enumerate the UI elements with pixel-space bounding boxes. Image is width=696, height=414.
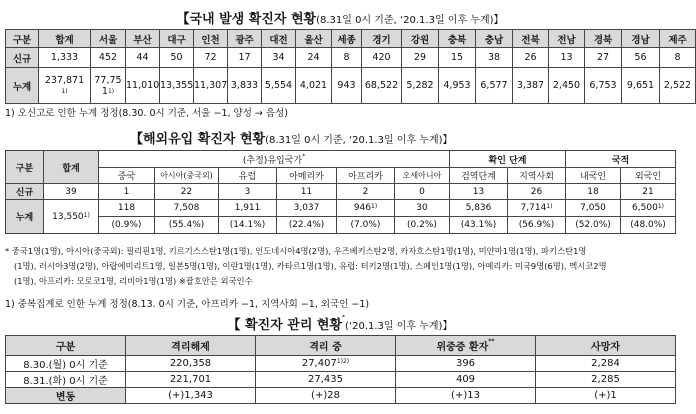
cell: 8	[332, 48, 362, 68]
cell	[337, 200, 395, 217]
cell-pct: (43.1%)	[450, 217, 508, 234]
cell: 11,010	[126, 68, 160, 104]
overseas-sub-header-row	[6, 168, 676, 184]
management-row	[6, 372, 676, 388]
cell-seoul-total	[91, 68, 126, 104]
cell	[566, 200, 621, 217]
cell: 2	[337, 184, 395, 200]
management-title-main: 【 확진자 관리 현황	[227, 318, 343, 333]
value: 3,037	[293, 203, 320, 213]
domestic-table	[5, 29, 696, 104]
cell: 13	[549, 48, 585, 68]
domestic-header: 구분	[6, 30, 39, 48]
sub-header: 지역사회	[508, 168, 566, 184]
domestic-header: 전남	[549, 30, 585, 48]
cell: 17	[228, 48, 262, 68]
overseas-table	[5, 150, 676, 234]
cell: (+)28	[256, 388, 396, 404]
cell: 2,285	[536, 372, 676, 388]
cell: 22	[155, 184, 219, 200]
cell-total-sum	[39, 68, 91, 104]
overseas-total-row	[6, 200, 676, 217]
cell: 5,282	[402, 68, 439, 104]
cell: 452	[91, 48, 126, 68]
domestic-header: 경북	[585, 30, 622, 48]
management-header	[396, 336, 536, 356]
cell: 6,577	[476, 68, 513, 104]
overseas-header-label: 구분	[6, 151, 44, 184]
origin-note-line: (1명), 러시아3명(2명), 아랍에미리트1명, 일본5명(1명), 이란1명(1명), 카타르1명(1명), 유럽: 터키2명(1명), 스페인1명(1명), 아메리카: 미국9명(6명), 멕시코2명	[14, 261, 607, 271]
value: 7,508	[173, 203, 200, 213]
cell: 0	[395, 184, 450, 200]
domestic-header: 충북	[439, 30, 476, 48]
cell: 8	[660, 48, 696, 68]
management-header: 사망자	[536, 336, 676, 356]
row-label: 신규	[6, 48, 39, 68]
cell: 409	[396, 372, 536, 388]
cell: 3,387	[513, 68, 549, 104]
domestic-header-row	[6, 30, 696, 48]
value-note: 1)	[546, 203, 553, 210]
cell: 27	[585, 48, 622, 68]
sub-header: 아시아(중국외)	[155, 168, 219, 184]
value: 30	[416, 203, 428, 213]
domestic-header: 대전	[262, 30, 296, 48]
cell: 11,307	[194, 68, 228, 104]
cell-pct: (0.9%)	[99, 217, 155, 234]
overseas-pct-row	[6, 217, 676, 234]
cell-pct: (0.2%)	[395, 217, 450, 234]
domestic-header: 인천	[194, 30, 228, 48]
cell: 26	[508, 184, 566, 200]
sub-header: 아메리카	[277, 168, 337, 184]
cell	[277, 200, 337, 217]
cell: 29	[402, 48, 439, 68]
domestic-title-sub: (8.31일 0시 기준, ‘20.1.3일 이후 누계)】	[316, 15, 504, 26]
domestic-header: 울산	[296, 30, 332, 48]
overseas-header-total: 합계	[44, 151, 99, 184]
value: 946	[353, 203, 371, 213]
cell: 4,021	[296, 68, 332, 104]
value: 1,911	[234, 203, 261, 213]
origin-note-line: (1명), 아프리카: 모로코1명, 리비아1명(1명) ※괄호안은 외국인수	[14, 276, 253, 286]
value-note: 1)2)	[336, 358, 350, 365]
cell: 26	[513, 48, 549, 68]
group-origin-note: *	[302, 152, 306, 160]
overseas-origin-notes	[5, 244, 674, 289]
cell: 2,284	[536, 356, 676, 372]
sub-header: 외국인	[621, 168, 676, 184]
total-sum-note: 1)	[61, 87, 68, 95]
origin-note-line: * 중국1명(1명), 아시아(중국외): 필리핀1명, 키르기스스탄1명(1명), 인도네시아4명(2명), 우즈베키스탄2명, 카자흐스탄1명(1명), 미얀마1명(1명), 파키스탄1명	[5, 246, 587, 256]
cell: 4,953	[439, 68, 476, 104]
domestic-total-row	[6, 68, 696, 104]
seoul-total-tail: 1	[101, 85, 108, 97]
domestic-header: 대구	[160, 30, 194, 48]
cell: 13	[450, 184, 508, 200]
cell: 15	[439, 48, 476, 68]
total-sum-value: 13,550	[52, 211, 84, 222]
row-label: 변동	[6, 388, 126, 404]
header-note: **	[488, 338, 495, 345]
cell: 1	[99, 184, 155, 200]
domestic-header: 서울	[91, 30, 126, 48]
value: 6,500	[632, 203, 658, 213]
cell: 396	[396, 356, 536, 372]
sub-header: 유럽	[219, 168, 277, 184]
cell: 21	[621, 184, 676, 200]
cell: 44	[126, 48, 160, 68]
cell-total-sum	[44, 200, 99, 234]
overseas-title-sub: (8.31일 0시 기준, ‘20.1.3일 이후 누계)】	[265, 135, 453, 146]
management-header: 격리해제	[126, 336, 256, 356]
cell: 39	[44, 184, 99, 200]
cell: 3	[219, 184, 277, 200]
domestic-new-row	[6, 48, 696, 68]
row-label: 누계	[6, 200, 44, 234]
header-label: 위중증 환자	[436, 342, 489, 353]
sub-header: 내국인	[566, 168, 621, 184]
cell: 2,522	[660, 68, 696, 104]
management-header: 격리 중	[256, 336, 396, 356]
cell-pct: (48.0%)	[621, 217, 676, 234]
cell: 221,701	[126, 372, 256, 388]
cell-pct: (55.4%)	[155, 217, 219, 234]
domestic-title	[0, 8, 680, 27]
cell-pct: (52.0%)	[566, 217, 621, 234]
cell: 1,333	[39, 48, 91, 68]
seoul-total-value: 77,75	[94, 74, 122, 86]
cell-pct: (56.9%)	[508, 217, 566, 234]
management-title-note: *	[342, 314, 346, 321]
domestic-footnote: 1) 오신고로 인한 누계 정정(8.30. 0시 기준, 서울 −1, 양성 → 음성)	[5, 108, 288, 119]
domestic-header: 경기	[362, 30, 402, 48]
overseas-title	[130, 128, 453, 147]
cell: (+)1	[536, 388, 676, 404]
cell: 56	[622, 48, 660, 68]
cell	[450, 200, 508, 217]
cell: 34	[262, 48, 296, 68]
cell	[621, 200, 676, 217]
cell	[395, 200, 450, 217]
sub-header: 오세아니아	[395, 168, 450, 184]
domestic-title-main: 【국내 발생 확진자 현황	[176, 12, 317, 27]
cell: 27,435	[256, 372, 396, 388]
cell: 943	[332, 68, 362, 104]
cell: 5,554	[262, 68, 296, 104]
management-row	[6, 388, 676, 404]
overseas-new-row	[6, 184, 676, 200]
management-header: 구분	[6, 336, 126, 356]
row-label: 8.31.(화) 0시 기준	[6, 372, 126, 388]
cell: 38	[476, 48, 513, 68]
group-origin-label: (추정)유입국가	[242, 155, 303, 166]
cell-pct: (14.1%)	[219, 217, 277, 234]
cell: 72	[194, 48, 228, 68]
value: 27,407	[301, 358, 337, 369]
cell: 3,833	[228, 68, 262, 104]
value: 118	[117, 203, 136, 213]
domestic-header: 세종	[332, 30, 362, 48]
seoul-total-note: 1)	[107, 87, 115, 95]
value-note: 1)	[657, 203, 664, 210]
cell: 13,355	[160, 68, 194, 104]
row-label: 8.30.(월) 0시 기준	[6, 356, 126, 372]
cell-pct: (7.0%)	[337, 217, 395, 234]
sub-header: 중국	[99, 168, 155, 184]
cell: 9,651	[622, 68, 660, 104]
cell: 11	[277, 184, 337, 200]
domestic-header: 경남	[622, 30, 660, 48]
domestic-header: 충남	[476, 30, 513, 48]
cell-pct: (22.4%)	[277, 217, 337, 234]
cell: (+)1,343	[126, 388, 256, 404]
management-table	[5, 335, 676, 404]
domestic-header: 제주	[660, 30, 696, 48]
value: 7,050	[580, 203, 606, 213]
overseas-footnote: 1) 중복집계로 인한 누계 정정(8.13. 0시 기준, 아프리카 −1, 지역사회 −1, 외국인 −1)	[5, 299, 370, 310]
management-header-row	[6, 336, 676, 356]
sub-header: 검역단계	[450, 168, 508, 184]
overseas-group-origin	[99, 151, 450, 168]
overseas-title-main: 【해외유입 확진자 현황	[130, 132, 266, 147]
domestic-header: 부산	[126, 30, 160, 48]
management-title	[0, 314, 680, 333]
domestic-header: 강원	[402, 30, 439, 48]
total-sum-value: 237,871	[44, 74, 85, 86]
value: 7,714	[520, 203, 547, 213]
cell: 18	[566, 184, 621, 200]
cell: 220,358	[126, 356, 256, 372]
cell: 24	[296, 48, 332, 68]
cell: 68,522	[362, 68, 402, 104]
value: 5,836	[465, 203, 492, 213]
cell: 6,753	[585, 68, 622, 104]
cell	[508, 200, 566, 217]
overseas-group-nation: 국적	[566, 151, 676, 168]
sub-header: 아프리카	[337, 168, 395, 184]
cell	[256, 356, 396, 372]
domestic-header: 광주	[228, 30, 262, 48]
cell: 420	[362, 48, 402, 68]
cell	[155, 200, 219, 217]
overseas-group-confirm: 확인 단계	[450, 151, 566, 168]
domestic-header: 합계	[39, 30, 91, 48]
cell: 2,450	[549, 68, 585, 104]
cell	[219, 200, 277, 217]
cell: 50	[160, 48, 194, 68]
total-sum-note: 1)	[83, 211, 90, 219]
domestic-header: 전북	[513, 30, 549, 48]
management-title-sub: (‘20.1.3일 이후 누계)】	[345, 321, 453, 332]
row-label: 신규	[6, 184, 44, 200]
overseas-group-header-row	[6, 151, 676, 168]
management-row	[6, 356, 676, 372]
row-label: 누계	[6, 68, 39, 104]
cell	[99, 200, 155, 217]
value-note: 1)	[371, 203, 378, 210]
cell: (+)13	[396, 388, 536, 404]
